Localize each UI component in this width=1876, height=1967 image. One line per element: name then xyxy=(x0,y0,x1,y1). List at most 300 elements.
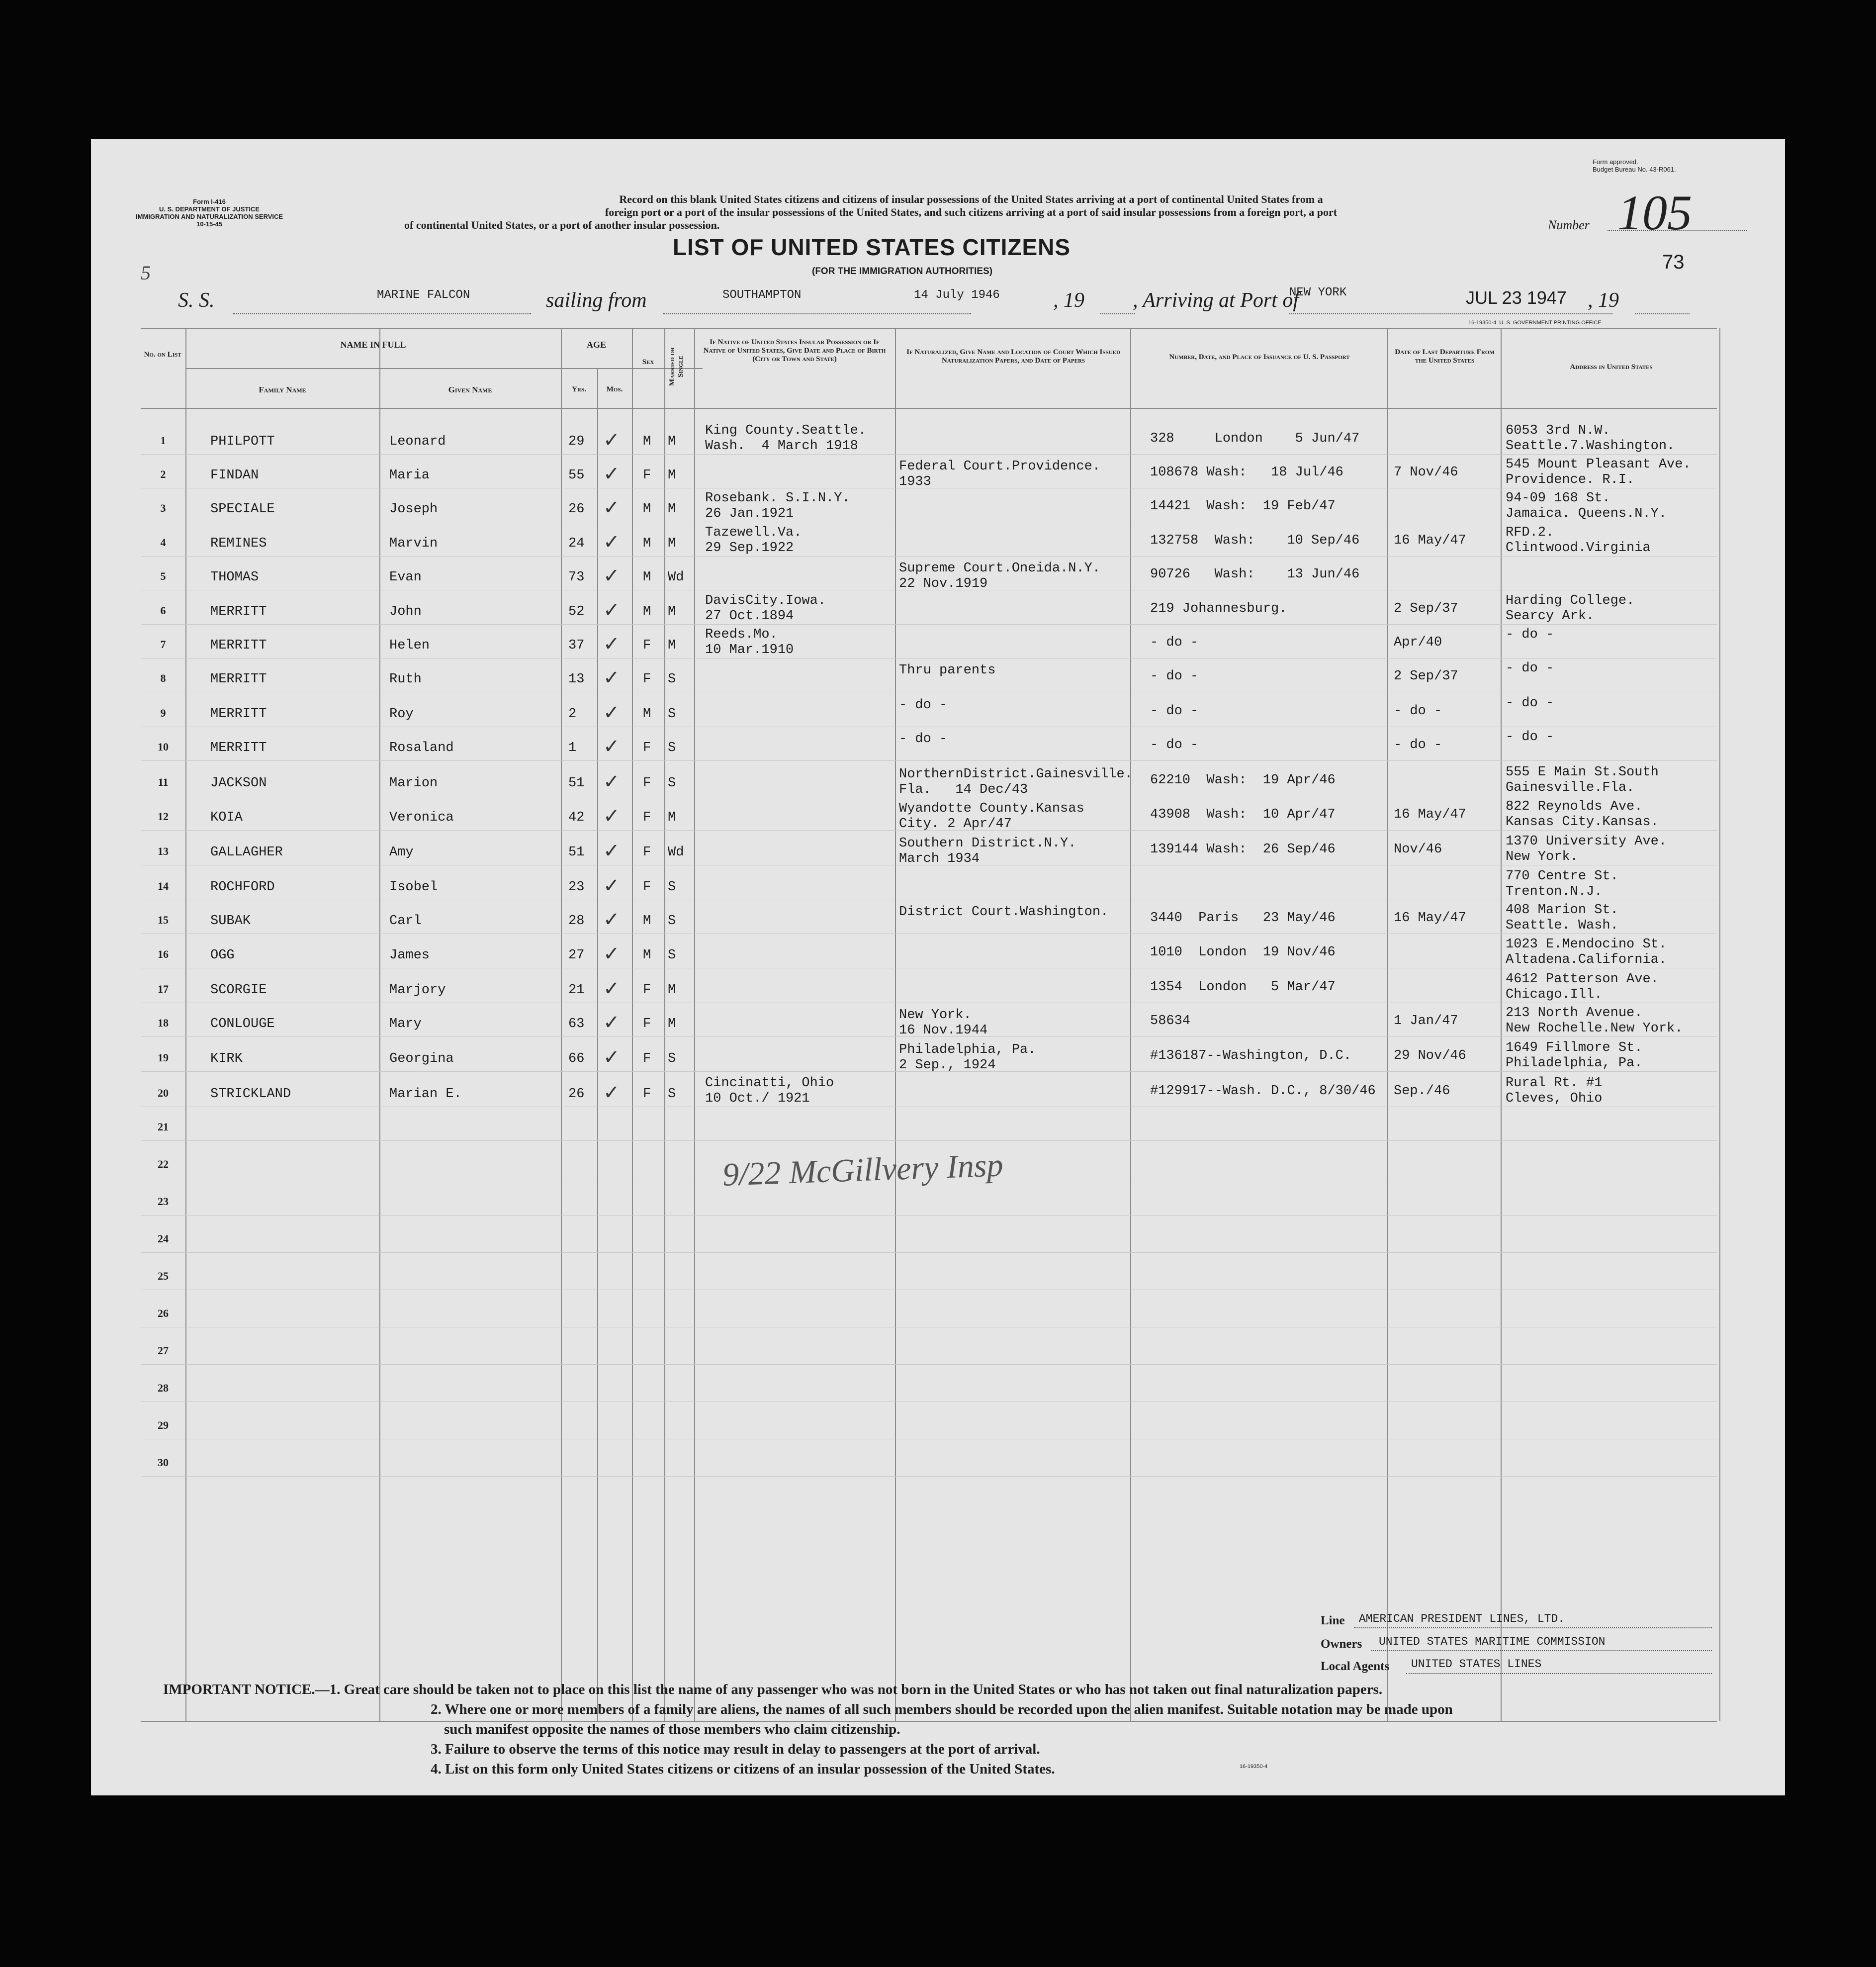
stamp-number: 73 xyxy=(1662,251,1685,273)
given-name-cell: Marjory xyxy=(389,983,446,998)
family-name-cell: GALLAGHER xyxy=(210,845,283,860)
family-name-cell: SCORGIE xyxy=(210,983,267,998)
naturalization-cell: District Court.Washington. xyxy=(899,905,1109,920)
address-cell: 1023 E.Mendocino St. Altadena.California. xyxy=(1506,937,1667,967)
marital-status-cell: S xyxy=(668,707,676,722)
address-cell: 545 Mount Pleasant Ave. Providence. R.I. xyxy=(1506,457,1691,487)
age-years-cell: 26 xyxy=(568,1087,585,1102)
row-number: 24 xyxy=(158,1232,169,1245)
age-years-cell: 23 xyxy=(568,880,585,895)
marital-status-cell: S xyxy=(668,672,676,687)
address-cell: 555 E Main St.South Gainesville.Fla. xyxy=(1506,765,1659,795)
given-name-cell: Marian E. xyxy=(389,1087,462,1102)
address-cell: 94-09 168 St. Jamaica. Queens.N.Y. xyxy=(1506,491,1667,521)
given-name-cell: Helen xyxy=(389,638,430,653)
given-name-cell: Joseph xyxy=(389,502,438,517)
header-yrs: Yrs. xyxy=(572,385,586,393)
sex-cell: F xyxy=(643,776,651,791)
gpo-text: U. S. GOVERNMENT PRINTING OFFICE xyxy=(1499,320,1602,326)
naturalization-cell: Federal Court.Providence. 1933 xyxy=(899,459,1101,489)
approval xyxy=(1593,158,1676,173)
marital-status-cell: S xyxy=(668,741,676,755)
header-native: If Native of United States Insular Possession or If Native of United States, Give Date and Place of Birth (City or Town and State) xyxy=(703,338,886,363)
row-number: 4 xyxy=(160,536,166,549)
age-years-cell: 24 xyxy=(568,536,585,551)
age-years-cell: 42 xyxy=(568,810,585,825)
passport-cell: 328 London 5 Jun/47 xyxy=(1150,431,1360,446)
age-years-cell: 51 xyxy=(568,845,585,860)
header-age: AGE xyxy=(586,340,606,350)
ship-line xyxy=(233,313,531,314)
age-years-cell: 13 xyxy=(568,672,585,687)
birth-cell: Cincinatti, Ohio 10 Oct./ 1921 xyxy=(705,1076,834,1106)
passport-cell: 90726 Wash: 13 Jun/46 xyxy=(1150,567,1360,582)
check-mark-icon: ✓ xyxy=(603,840,620,862)
row-number: 25 xyxy=(158,1270,169,1282)
intro-text xyxy=(374,193,1568,232)
sex-cell: M xyxy=(643,570,651,585)
sex-cell: F xyxy=(643,468,651,483)
check-mark-icon: ✓ xyxy=(603,908,620,931)
address-cell: RFD.2. Clintwood.Virginia xyxy=(1506,525,1651,556)
marital-status-cell: Wd xyxy=(668,570,684,585)
sailing-label: sailing from xyxy=(546,289,647,312)
manifest-sheet xyxy=(91,139,1785,1795)
age-years-cell: 29 xyxy=(568,434,585,449)
departure-cell: - do - xyxy=(1394,704,1442,719)
marital-status-cell: M xyxy=(668,468,676,483)
given-name-cell: Marion xyxy=(389,776,438,791)
sex-cell: M xyxy=(643,604,651,619)
check-mark-icon: ✓ xyxy=(603,633,620,655)
column-rule xyxy=(561,328,562,1721)
number-label: Number xyxy=(1548,218,1590,232)
header-family-name: Family Name xyxy=(259,385,306,394)
row-number: 1 xyxy=(160,434,166,447)
address-cell: 1649 Fillmore St. Philadelphia, Pa. xyxy=(1506,1040,1643,1071)
agents-label: Local Agents xyxy=(1321,1660,1390,1673)
marital-status-cell: M xyxy=(668,638,676,653)
check-mark-icon: ✓ xyxy=(603,701,620,724)
age-years-cell: 1 xyxy=(568,741,577,755)
row-number: 2 xyxy=(160,468,166,480)
family-name-cell: KIRK xyxy=(210,1051,243,1066)
intro-line: foreign port or a port of the insular possessions of the United States, and such citizens arriving at a port of said insular possessions from a foreign port, a port xyxy=(605,206,1338,218)
marital-status-cell: S xyxy=(668,776,676,791)
row-number: 18 xyxy=(158,1017,169,1029)
marital-status-cell: M xyxy=(668,502,676,517)
naturalization-cell: Supreme Court.Oneida.N.Y. 22 Nov.1919 xyxy=(899,561,1101,591)
ship-prefix: S. S. xyxy=(178,289,215,312)
sex-cell: M xyxy=(643,948,651,963)
passport-cell: - do - xyxy=(1150,635,1199,650)
sailing-date: 14 July 1946 xyxy=(914,288,1000,302)
address-cell: - do - xyxy=(1506,730,1554,745)
departure-cell: 16 May/47 xyxy=(1394,807,1466,822)
naturalization-cell: Southern District.N.Y. March 1934 xyxy=(899,836,1076,866)
form-id xyxy=(136,198,283,228)
sex-cell: M xyxy=(643,536,651,551)
row-divider xyxy=(141,1140,1717,1141)
check-mark-icon: ✓ xyxy=(603,942,620,965)
departure-cell: Nov/46 xyxy=(1394,842,1442,857)
row-divider xyxy=(141,1476,1717,1477)
owners-label: Owners xyxy=(1321,1637,1362,1651)
marital-status-cell: M xyxy=(668,604,676,619)
column-rule xyxy=(185,328,186,1721)
column-rule xyxy=(1719,328,1720,1721)
naturalization-cell: New York. 16 Nov.1944 xyxy=(899,1008,988,1038)
departure-cell: Apr/40 xyxy=(1394,635,1442,650)
name-header-rule xyxy=(185,368,703,369)
row-number: 16 xyxy=(158,948,169,960)
age-years-cell: 2 xyxy=(568,707,577,722)
column-rule xyxy=(1501,328,1502,1721)
row-number: 9 xyxy=(160,707,166,719)
row-number: 27 xyxy=(158,1344,169,1357)
header-departure: Date of Last Departure From the United States xyxy=(1395,348,1495,365)
address-cell: Rural Rt. #1 Cleves, Ohio xyxy=(1506,1076,1603,1106)
address-cell: 408 Marion St. Seattle. Wash. xyxy=(1506,903,1618,933)
service: IMMIGRATION AND NATURALIZATION SERVICE xyxy=(136,213,283,220)
family-name-cell: REMINES xyxy=(210,536,267,551)
birth-cell: Tazewell.Va. 29 Sep.1922 xyxy=(705,525,802,556)
year-line xyxy=(1100,313,1135,314)
address-cell: - do - xyxy=(1506,627,1554,642)
birth-cell: Rosebank. S.I.N.Y. 26 Jan.1921 xyxy=(705,491,850,521)
row-number: 14 xyxy=(158,880,169,892)
address-cell: 1370 University Ave. New York. xyxy=(1506,834,1667,864)
departure-cell: 29 Nov/46 xyxy=(1394,1048,1466,1063)
list-number: 105 xyxy=(1617,185,1692,240)
age-years-cell: 66 xyxy=(568,1051,585,1066)
intro-line: Record on this blank United States citizens and citizens of insular possessions of the United States arriving at a port of continental United States from a xyxy=(619,193,1323,205)
passport-cell: 219 Johannesburg. xyxy=(1150,601,1287,616)
row-divider xyxy=(141,624,1717,625)
given-name-cell: Evan xyxy=(389,570,422,585)
sex-cell: F xyxy=(643,1017,651,1031)
family-name-cell: MERRITT xyxy=(210,707,267,722)
sex-cell: F xyxy=(643,672,651,687)
passport-cell: 62210 Wash: 19 Apr/46 xyxy=(1150,773,1336,788)
passport-cell: #129917--Wash. D.C., 8/30/46 xyxy=(1150,1084,1376,1099)
sailing-port: SOUTHAMPTON xyxy=(722,288,802,302)
marital-status-cell: Wd xyxy=(668,845,684,860)
approval-line: Form approved. xyxy=(1593,158,1638,166)
header-given-name: Given Name xyxy=(448,385,492,394)
header-married: Married or Single xyxy=(668,347,685,386)
address-cell: 213 North Avenue. New Rochelle.New York. xyxy=(1506,1006,1683,1036)
family-name-cell: SUBAK xyxy=(210,914,251,929)
row-divider xyxy=(141,454,1717,455)
row-number: 17 xyxy=(158,983,169,995)
address-cell: 822 Reynolds Ave. Kansas City.Kansas. xyxy=(1506,799,1659,830)
given-name-cell: Leonard xyxy=(389,434,446,449)
age-years-cell: 21 xyxy=(568,983,585,998)
check-mark-icon: ✓ xyxy=(603,429,620,451)
notice-title: IMPORTANT NOTICE. xyxy=(163,1682,315,1697)
passport-cell: 43908 Wash: 10 Apr/47 xyxy=(1150,807,1336,822)
row-number: 28 xyxy=(158,1382,169,1394)
naturalization-cell: - do - xyxy=(899,732,948,747)
inspector-signature: 9/22 McGillvery Insp xyxy=(721,1147,1004,1193)
row-number: 6 xyxy=(160,604,166,617)
check-mark-icon: ✓ xyxy=(603,463,620,485)
ship-name: MARINE FALCON xyxy=(377,288,470,302)
marital-status-cell: M xyxy=(668,810,676,825)
passport-cell: 1354 London 5 Mar/47 xyxy=(1150,980,1336,995)
marital-status-cell: S xyxy=(668,1051,676,1066)
passport-cell: - do - xyxy=(1150,669,1199,684)
header-rule xyxy=(141,408,1717,409)
age-years-cell: 26 xyxy=(568,502,585,517)
row-number: 12 xyxy=(158,810,169,823)
given-name-cell: James xyxy=(389,948,430,963)
family-name-cell: JACKSON xyxy=(210,776,267,791)
row-number: 19 xyxy=(158,1051,169,1064)
row-number: 3 xyxy=(160,502,166,514)
row-number: 20 xyxy=(158,1087,169,1099)
notice-line-2: 2. Where one or more members of a family are aliens, the names of all such members should be recorded upon the alien manifest. Suitable notation may be made upon xyxy=(431,1701,1453,1717)
sex-cell: M xyxy=(643,502,651,517)
birth-cell: King County.Seattle. Wash. 4 March 1918 xyxy=(705,423,867,454)
page-title: LIST OF UNITED STATES CITIZENS xyxy=(673,234,1071,260)
marital-status-cell: S xyxy=(668,1087,676,1102)
year-label: , 19 xyxy=(1053,289,1084,312)
birth-cell: DavisCity.Iowa. 27 Oct.1894 xyxy=(705,593,826,624)
address-cell: 4612 Patterson Ave. Chicago.Ill. xyxy=(1506,972,1659,1002)
header-sex: Sex xyxy=(642,358,654,366)
naturalization-cell: Thru parents xyxy=(899,663,996,678)
marital-status-cell: M xyxy=(668,1017,676,1031)
passport-cell: 58634 xyxy=(1150,1014,1191,1029)
sex-cell: F xyxy=(643,880,651,895)
passport-cell: 1010 London 19 Nov/46 xyxy=(1150,945,1336,960)
marital-status-cell: M xyxy=(668,983,676,998)
check-mark-icon: ✓ xyxy=(603,977,620,1000)
year-line xyxy=(1635,313,1690,314)
footer-print-code: 16-19350-4 xyxy=(1240,1764,1268,1770)
line-rule xyxy=(1354,1627,1712,1628)
line-label: Line xyxy=(1321,1614,1345,1627)
marital-status-cell: S xyxy=(668,880,676,895)
family-name-cell: STRICKLAND xyxy=(210,1087,291,1102)
margin-mark: 5 xyxy=(141,262,151,284)
row-number: 13 xyxy=(158,845,169,857)
marital-status-cell: M xyxy=(668,434,676,449)
notice-line-4: 4. List on this form only United States citizens or citizens of an insular possession of the United States. xyxy=(431,1761,1055,1777)
row-number: 26 xyxy=(158,1307,169,1319)
row-number: 15 xyxy=(158,914,169,926)
age-years-cell: 55 xyxy=(568,468,585,483)
age-years-cell: 37 xyxy=(568,638,585,653)
given-name-cell: Maria xyxy=(389,468,430,483)
row-number: 5 xyxy=(160,570,166,582)
given-name-cell: John xyxy=(389,604,422,619)
passport-cell: 14421 Wash: 19 Feb/47 xyxy=(1150,499,1336,514)
age-years-cell: 27 xyxy=(568,948,585,963)
check-mark-icon: ✓ xyxy=(603,496,620,519)
notice-line-3: 3. Failure to observe the terms of this notice may result in delay to passengers at the port of arrival. xyxy=(431,1741,1040,1757)
check-mark-icon: ✓ xyxy=(603,770,620,793)
given-name-cell: Carl xyxy=(389,914,422,929)
form-number: Form I-416 xyxy=(193,198,226,205)
row-number: 8 xyxy=(160,672,166,684)
family-name-cell: PHILPOTT xyxy=(210,434,275,449)
sex-cell: F xyxy=(643,845,651,860)
passport-cell: #136187--Washington, D.C. xyxy=(1150,1048,1352,1063)
family-name-cell: MERRITT xyxy=(210,672,267,687)
passport-cell: - do - xyxy=(1150,738,1199,752)
row-number: 7 xyxy=(160,638,166,651)
given-name-cell: Amy xyxy=(389,845,414,860)
header-no: No. on List xyxy=(144,351,181,359)
column-rule xyxy=(379,328,380,1721)
age-years-cell: 28 xyxy=(568,914,585,929)
row-divider xyxy=(141,1364,1717,1365)
sex-cell: F xyxy=(643,810,651,825)
row-divider xyxy=(141,1252,1717,1253)
row-number: 30 xyxy=(158,1456,169,1469)
departure-cell: 2 Sep/37 xyxy=(1394,601,1458,616)
check-mark-icon: ✓ xyxy=(603,666,620,689)
row-number: 21 xyxy=(158,1121,169,1133)
header-naturalized: If Naturalized, Give Name and Location of Court Which Issued Naturalization Papers, and Date of Papers xyxy=(906,348,1120,365)
approval-line: Budget Bureau No. 43-R061. xyxy=(1593,166,1676,173)
departure-cell: 2 Sep/37 xyxy=(1394,669,1458,684)
column-rule xyxy=(632,328,633,1721)
naturalization-cell: NorthernDistrict.Gainesville. Fla. 14 Dec/43 xyxy=(899,767,1133,797)
notice-line-2b: such manifest opposite the names of those members who claim citizenship. xyxy=(444,1721,900,1737)
check-mark-icon: ✓ xyxy=(603,1011,620,1033)
family-name-cell: OGG xyxy=(210,948,235,963)
address-cell: - do - xyxy=(1506,696,1554,711)
address-cell: - do - xyxy=(1506,661,1554,676)
sex-cell: M xyxy=(643,707,651,722)
naturalization-cell: Wyandotte County.Kansas City. 2 Apr/47 xyxy=(899,801,1084,832)
agents-rule xyxy=(1406,1673,1712,1674)
agents-value: UNITED STATES LINES xyxy=(1411,1658,1542,1671)
header-mos: Mos. xyxy=(606,385,623,393)
check-mark-icon: ✓ xyxy=(603,1046,620,1068)
row-number: 23 xyxy=(158,1195,169,1208)
check-mark-icon: ✓ xyxy=(603,1081,620,1104)
intro-line: of continental United States, or a port of another insular possession. xyxy=(404,219,720,231)
given-name-cell: Georgina xyxy=(389,1051,454,1066)
owners-value: UNITED STATES MARITIME COMMISSION xyxy=(1379,1635,1606,1648)
check-mark-icon: ✓ xyxy=(603,599,620,621)
notice-line-1 xyxy=(163,1680,1453,1699)
column-rule xyxy=(597,368,598,1721)
age-years-cell: 52 xyxy=(568,604,585,619)
department: U. S. DEPARTMENT OF JUSTICE xyxy=(159,205,260,213)
row-number: 22 xyxy=(158,1158,169,1170)
column-rule xyxy=(664,328,665,1721)
line-value: AMERICAN PRESIDENT LINES, LTD. xyxy=(1359,1612,1565,1625)
age-years-cell: 73 xyxy=(568,570,585,585)
column-rule xyxy=(694,328,695,1721)
family-name-cell: CONLOUGE xyxy=(210,1017,275,1031)
departure-cell: 16 May/47 xyxy=(1394,533,1466,548)
print-code xyxy=(1468,319,1602,327)
departure-cell: Sep./46 xyxy=(1394,1084,1450,1099)
passport-cell: 3440 Paris 23 May/46 xyxy=(1150,911,1336,926)
page-subtitle: (FOR THE IMMIGRATION AUTHORITIES) xyxy=(812,266,993,277)
sex-cell: M xyxy=(643,434,651,449)
given-name-cell: Veronica xyxy=(389,810,454,825)
family-name-cell: THOMAS xyxy=(210,570,259,585)
given-name-cell: Rosaland xyxy=(389,741,454,755)
naturalization-cell: Philadelphia, Pa. 2 Sep., 1924 xyxy=(899,1042,1036,1073)
naturalization-cell: - do - xyxy=(899,698,948,713)
departure-cell: 7 Nov/46 xyxy=(1394,465,1458,480)
sex-cell: F xyxy=(643,1087,651,1102)
family-name-cell: KOIA xyxy=(210,810,243,825)
check-mark-icon: ✓ xyxy=(603,735,620,757)
arrival-port: NEW YORK xyxy=(1289,286,1347,299)
address-cell: Harding College. Searcy Ark. xyxy=(1506,593,1635,624)
header-name-in-full: NAME IN FULL xyxy=(340,340,406,350)
print-code-text: 16-19350-4 xyxy=(1468,320,1497,326)
check-mark-icon: ✓ xyxy=(603,564,620,587)
address-cell: 6053 3rd N.W. Seattle.7.Washington. xyxy=(1506,423,1675,454)
passport-cell: 132758 Wash: 10 Sep/46 xyxy=(1150,533,1360,548)
header-passport: Number, Date, and Place of Issuance of U. S. Passport xyxy=(1169,353,1350,361)
departure-cell: - do - xyxy=(1394,738,1442,752)
marital-status-cell: S xyxy=(668,914,676,929)
passport-cell: 108678 Wash: 18 Jul/46 xyxy=(1150,465,1343,480)
table-top-rule xyxy=(141,328,1717,329)
column-rule xyxy=(1130,328,1131,1721)
family-name-cell: MERRITT xyxy=(210,741,267,755)
given-name-cell: Ruth xyxy=(389,672,422,687)
sailing-line xyxy=(663,313,971,314)
given-name-cell: Marvin xyxy=(389,536,438,551)
family-name-cell: FINDAN xyxy=(210,468,259,483)
departure-cell: 16 May/47 xyxy=(1394,911,1466,926)
address-cell: 770 Centre St. Trenton.N.J. xyxy=(1506,869,1618,899)
form-date: 10-15-45 xyxy=(196,220,223,228)
owners-rule xyxy=(1371,1650,1712,1651)
given-name-cell: Roy xyxy=(389,707,414,722)
check-mark-icon: ✓ xyxy=(603,531,620,553)
sex-cell: M xyxy=(643,914,651,929)
departure-cell: 1 Jan/47 xyxy=(1394,1014,1458,1029)
age-years-cell: 51 xyxy=(568,776,585,791)
marital-status-cell: S xyxy=(668,948,676,963)
marital-status-cell: M xyxy=(668,536,676,551)
sex-cell: F xyxy=(643,638,651,653)
arrival-date: JUL 23 1947 xyxy=(1466,287,1567,308)
year-label: , 19 xyxy=(1588,289,1619,312)
row-number: 10 xyxy=(158,741,169,753)
notice-text: —1. Great care should be taken not to place on this list the name of any passenger who was not born in the United States or who has not taken out final naturalization papers. xyxy=(315,1682,1383,1697)
family-name-cell: MERRITT xyxy=(210,638,267,653)
sex-cell: F xyxy=(643,741,651,755)
family-name-cell: ROCHFORD xyxy=(210,880,275,895)
check-mark-icon: ✓ xyxy=(603,874,620,897)
passport-cell: - do - xyxy=(1150,704,1199,719)
column-rule xyxy=(895,328,896,1721)
passport-cell: 139144 Wash: 26 Sep/46 xyxy=(1150,842,1336,857)
family-name-cell: SPECIALE xyxy=(210,502,275,517)
header-address: Address in United States xyxy=(1570,363,1653,371)
age-years-cell: 63 xyxy=(568,1017,585,1031)
row-number: 29 xyxy=(158,1419,169,1431)
sex-cell: F xyxy=(643,1051,651,1066)
family-name-cell: MERRITT xyxy=(210,604,267,619)
sex-cell: F xyxy=(643,983,651,998)
